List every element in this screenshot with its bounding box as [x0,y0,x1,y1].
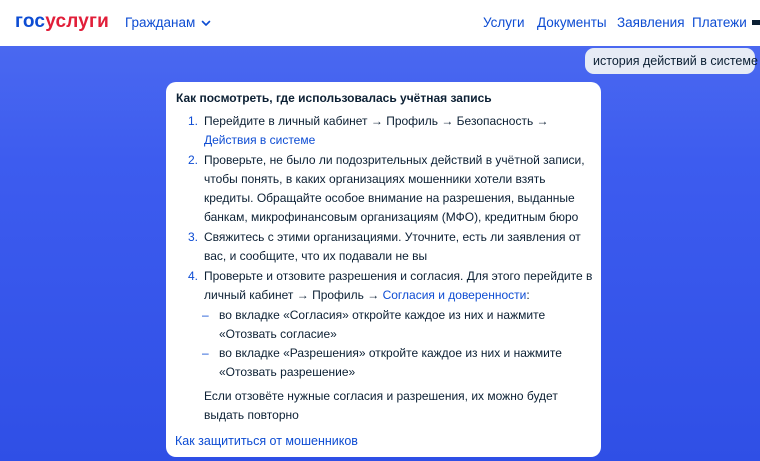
consents-and-powers-link[interactable]: Согласия и доверенности [382,288,527,302]
bullet-text: во вкладке «Разрешения» откройте каждое из них и нажмите «Отозвать разрешение» [219,346,562,379]
bullet-dash: – [202,346,209,360]
top-header [0,0,760,46]
citizens-menu-label: Гражданам [125,15,196,30]
bullet-text: во вкладке «Согласия» откройте каждое из них и нажмите «Отозвать согласие» [219,308,546,341]
step-1 [188,112,598,150]
step-3 [188,228,598,266]
answer-note: Если отзовёте нужные согласия и разрешения, их можно будет выдать повторно [204,389,558,422]
step-text: Свяжитесь с этими организациями. Уточните, есть ли заявления от вас, и сообщите, что их подавали не вы [204,230,581,263]
how-to-protect-link[interactable]: Как защититься от мошенников [175,434,358,448]
step-2 [188,151,598,227]
step-4 [188,267,598,305]
gosuslugi-logo[interactable]: госуслуги [15,11,110,32]
step-text: Проверьте, не было ли подозрительных действий в учётной записи, чтобы понять, в каких организациях мошенники хотели взять кредиты. Обращайте особое внимание на разрешения, выданные банкам, микрофинансовым организациям (МФО), кредитным бюро [204,153,585,224]
nav-documents-link[interactable]: Документы [537,15,607,30]
bullet-item [202,344,582,382]
bullet-dash: – [202,308,209,322]
header-edge-icon [752,20,760,25]
nav-applications-link[interactable]: Заявления [617,15,685,30]
bullet-item [202,306,582,344]
step-number: 1. [188,114,199,128]
step-text-suffix: : [526,288,530,302]
step-text: Проверьте и отзовите разрешения и согласия. Для этого перейдите в личный кабинет → Профиль → [204,269,593,302]
chevron-down-icon [201,18,211,28]
step-number: 2. [188,153,199,167]
user-message-bubble: история действий в системе [585,48,755,74]
citizens-menu-button[interactable] [125,14,211,32]
answer-title: Как посмотреть, где использовалась учётная запись [176,91,492,105]
step-number: 3. [188,230,199,244]
assistant-answer-card [166,82,601,457]
step-number: 4. [188,269,199,283]
actions-in-system-link[interactable]: Действия в системе [204,133,316,147]
nav-payments-link[interactable]: Платежи [692,15,747,30]
nav-services-link[interactable]: Услуги [483,15,525,30]
step-text: Перейдите в личный кабинет → Профиль → Безопасность → [204,114,549,128]
